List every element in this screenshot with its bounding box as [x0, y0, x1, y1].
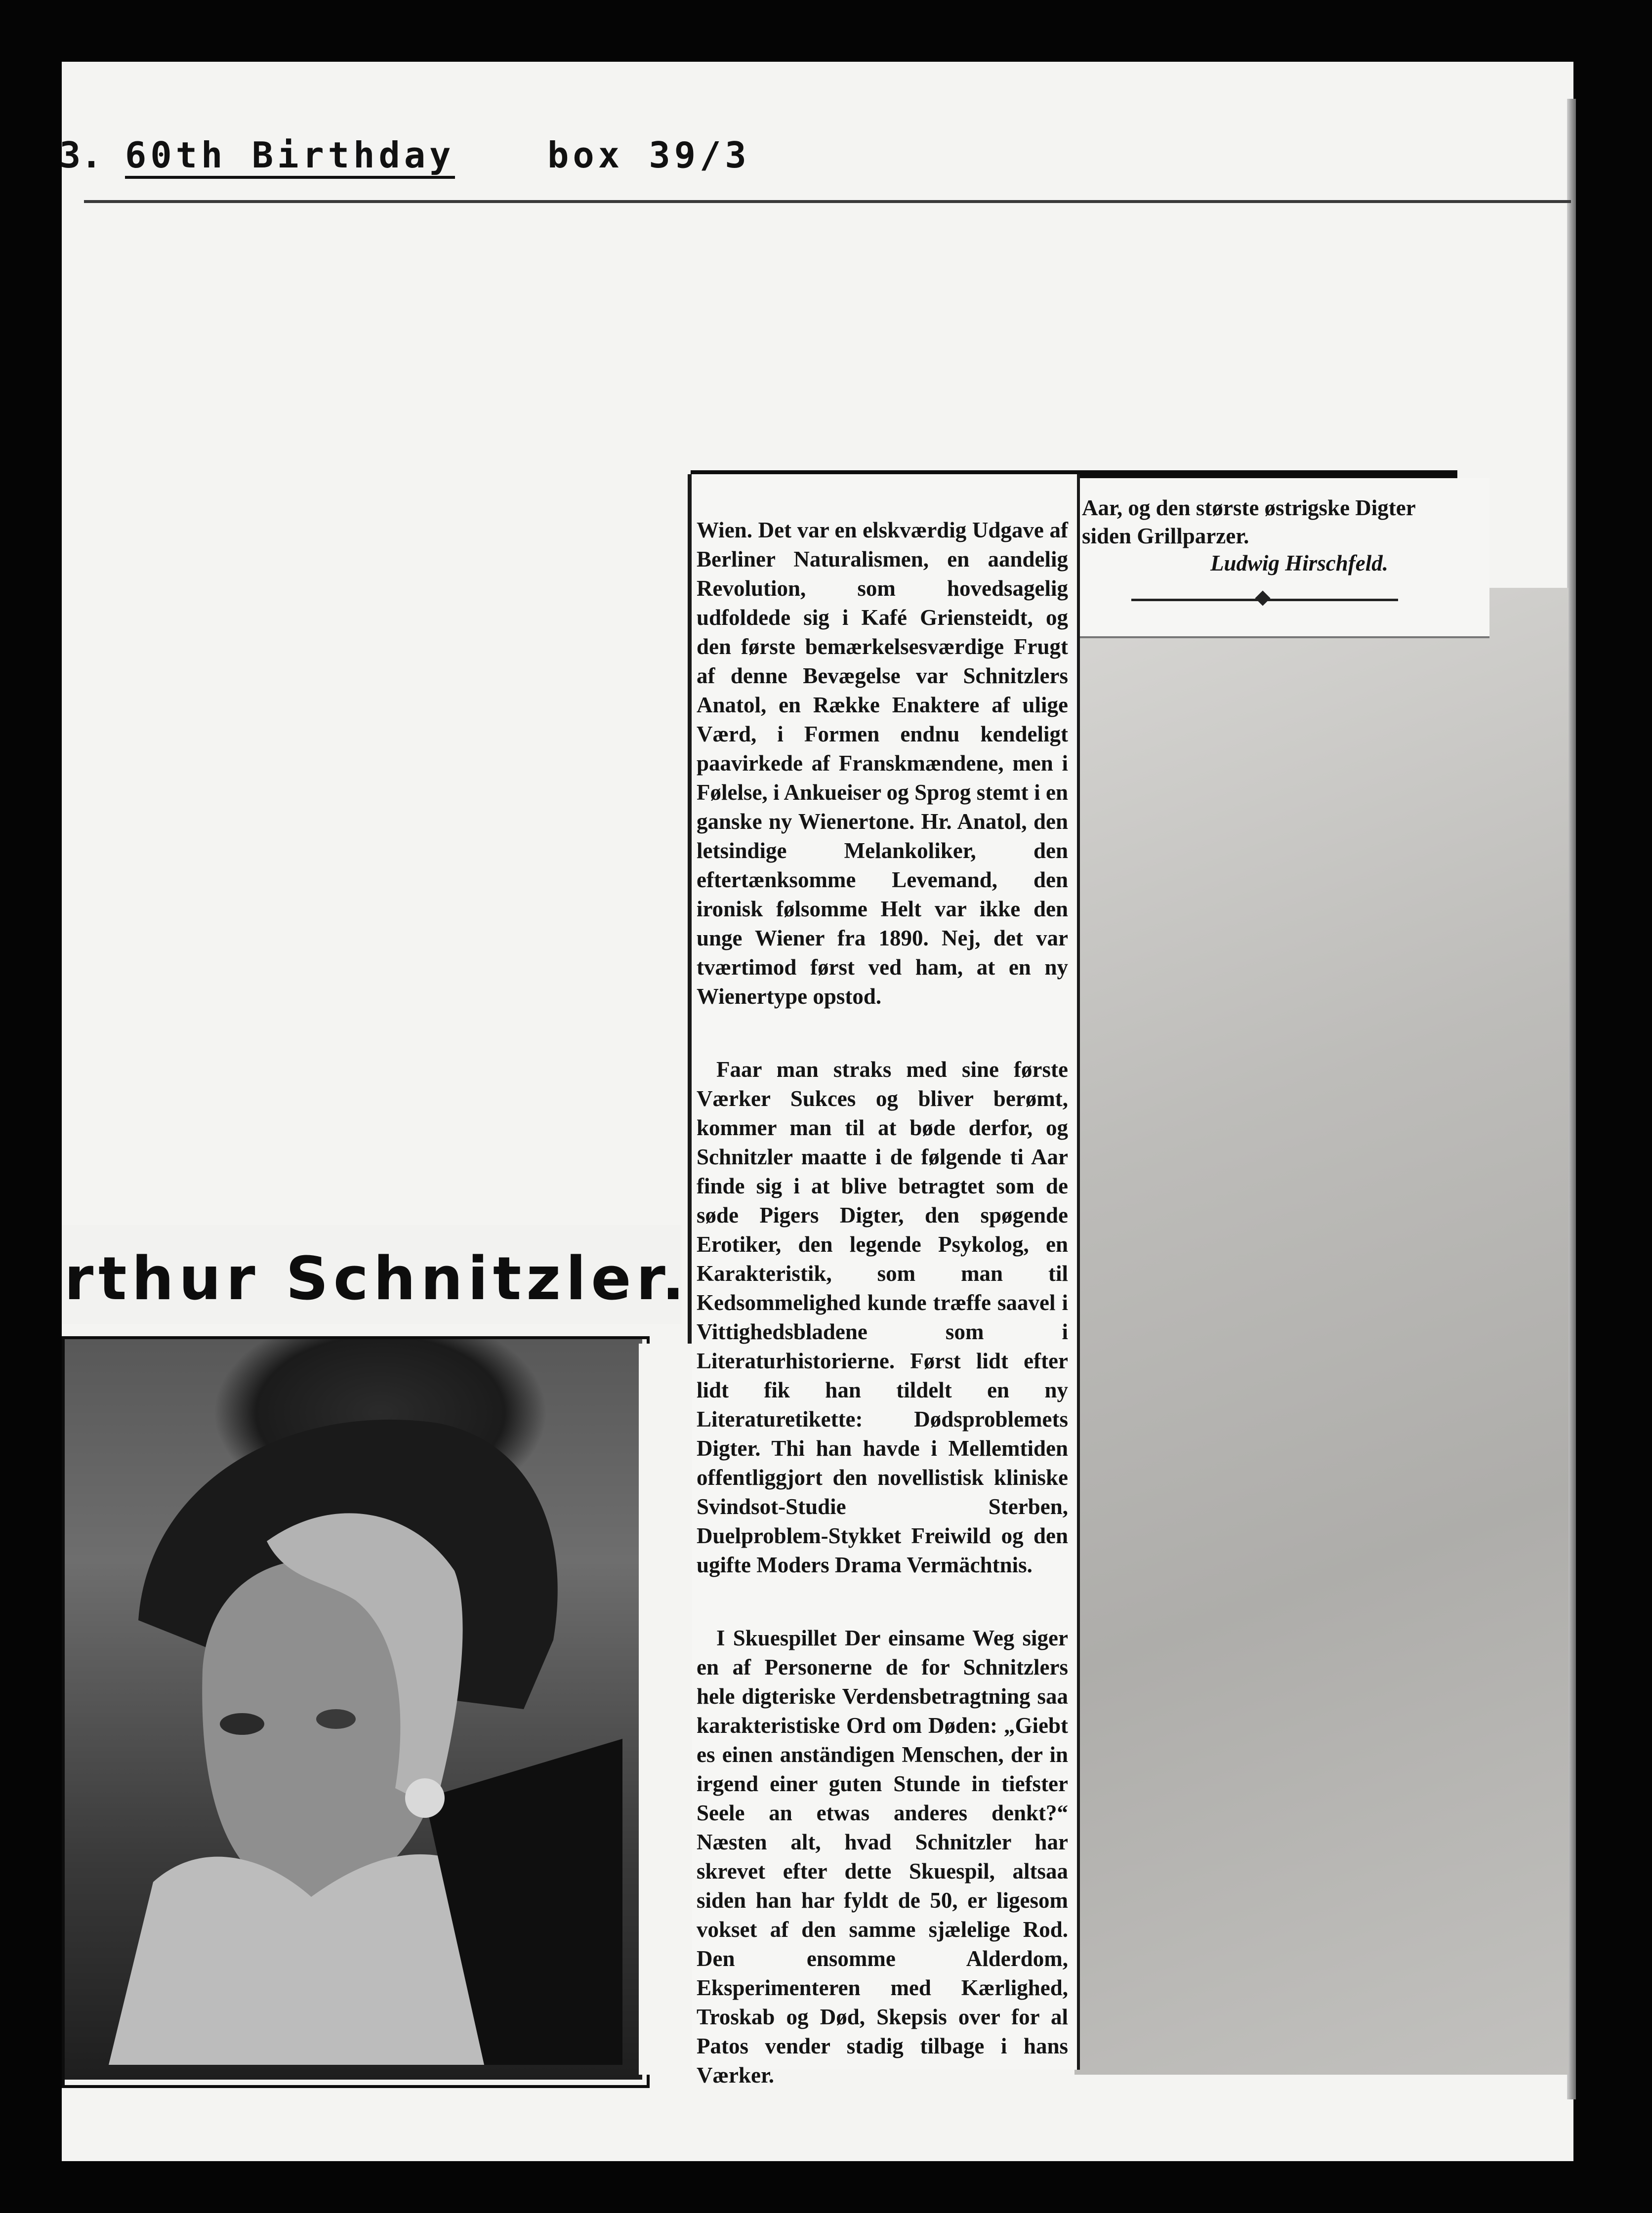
index-number: 3. [59, 134, 102, 176]
article-body [697, 487, 1068, 2119]
box-label: box 39/3 [547, 134, 750, 176]
article-closing: Aar, og den største østrigske Digter siden Grillparzer. [1082, 495, 1415, 548]
folder-title: 60th Birthday [125, 134, 455, 179]
clipping-gutter [639, 1344, 692, 2075]
clipping-backing [1074, 588, 1569, 2075]
portrait-frame [62, 1336, 650, 2088]
article-headline: rthur Schnitzler. [64, 1245, 690, 1313]
paragraph-3: I Skuespillet Der einsame Weg siger en af Personerne de for Schnitzlers hele digteriske Verdensbetragtning saa karakteristiske Ord om Døden: „Giebt es einen anständigen Menschen, der in irgend einer guten Stunde in tiefster Seele an etwas anderes denkt?“ Næsten alt, hvad Schnitzler har skrevet efter dette Skuespil, altsaa siden han har fyldt de 50, er ligesom vokset af den samme sjælelige Rod. Den ensomme Alderdom, Eksperimenteren med Kærlighed, Troskab og Død, Skepsis over for al Patos vender stadig tilbage i hans Værker. [697, 1626, 1068, 2088]
paragraph-2: Faar man straks med sine første Værker Sukces og bliver berømt, kommer man til at bøde derfor, og Schnitzler maatte i de følgende ti Aar finde sig i at blive betragtet som de søde Pigers Digter, den spøgende Erotiker, den legende Psykolog, en Karakteristik, som man til Kedsommelighed kunde træffe saavel i Vittighedsbladene som i Literaturhistorierne. Først lidt efter lidt fik han tildelt en ny Literaturetikette: Dødsproblemets Digter. Thi han havde i Mellemtiden offentliggjort den novellistisk kliniske Svindsot-Studie Sterben, Duelproblem-Stykket Freiwild og den ugifte Moders Drama Vermächtnis. [697, 1057, 1068, 1577]
header-divider [84, 200, 1571, 203]
paragraph-1: Wien. Det var en elskværdig Udgave af Berliner Naturalismen, en aandelig Revolution, som hovedsagelig udfoldede sig i Kafé Griensteidt, og den første bemærkelsesværdige Frugt af denne Bevægelse var Schnitzlers Anatol, en Række Enaktere af ulige Værd, i Formen endnu kendeligt paavirkede af Franskmændene, men i Følelse, i Ankueiser og Sprog stemt i en ganske ny Wienertone. Hr. Anatol, den letsindige Melankoliker, den eftertænksomme Levemand, den ironisk følsomme Helt var ikke den unge Wiener fra 1890. Nej, det var tværtimod først ved ham, at en ny Wienertype opstod. [697, 518, 1068, 1009]
author-signature: Ludwig Hirschfeld. [1210, 551, 1389, 575]
